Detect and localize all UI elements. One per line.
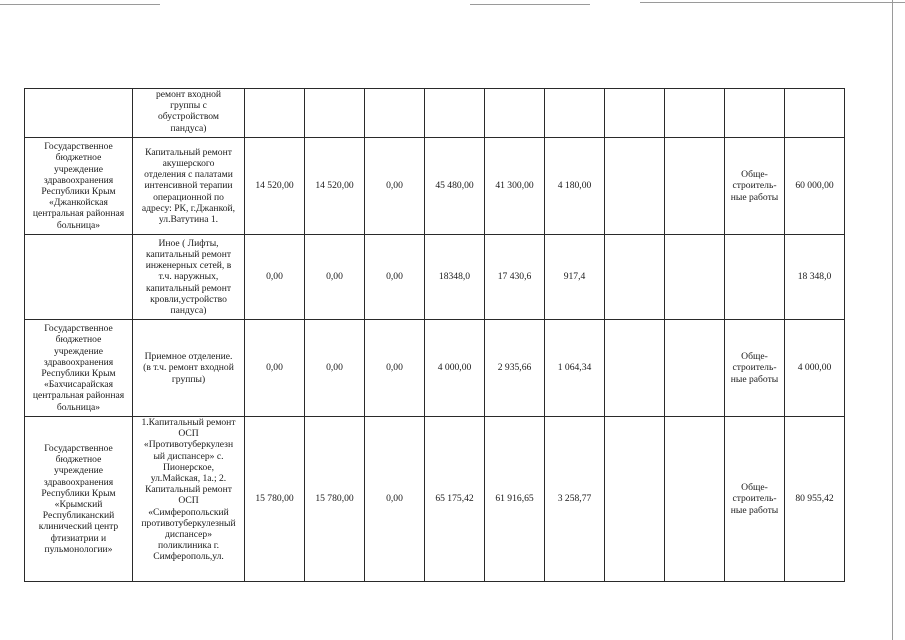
total-cell: 60 000,00 [785, 138, 845, 235]
value-cell [425, 89, 485, 138]
value-cell: 14 520,00 [245, 138, 305, 235]
value-cell: 0,00 [245, 235, 305, 320]
org-cell [25, 235, 133, 320]
value-cell [665, 235, 725, 320]
scan-edge-right [892, 0, 893, 640]
value-cell: 0,00 [305, 320, 365, 417]
value-cell: 15 780,00 [245, 417, 305, 582]
value-cell [545, 89, 605, 138]
scan-edge-top-right [640, 2, 905, 3]
table-row [25, 320, 845, 417]
value-cell [605, 138, 665, 235]
value-cell: 1 064,34 [545, 320, 605, 417]
value-cell [665, 138, 725, 235]
value-cell [305, 89, 365, 138]
work-type-cell [725, 89, 785, 138]
value-cell: 0,00 [245, 320, 305, 417]
total-cell: 18 348,0 [785, 235, 845, 320]
work-description-cell: Иное ( Лифты, капитальный ремонт инженерных сетей, в т.ч. наружных, капитальный ремонт кровли,устройство пандуса) [133, 235, 245, 320]
value-cell [365, 89, 425, 138]
work-description-cell: Капитальный ремонт акушерского отделения с палатами интенсивной терапии операционной по адресу: РК, г.Джанкой, ул.Ватутина 1. [133, 138, 245, 235]
table-row [25, 138, 845, 235]
work-type-cell: Обще- строитель- ные работы [725, 320, 785, 417]
scan-edge-top-mid [470, 4, 590, 5]
table-row [25, 89, 845, 138]
value-cell: 17 430,6 [485, 235, 545, 320]
total-cell: 4 000,00 [785, 320, 845, 417]
org-cell: Государственное бюджетное учреждение здравоохранения Республики Крым «Джанкойская центральная районная больница» [25, 138, 133, 235]
work-type-cell [725, 235, 785, 320]
org-cell: Государственное бюджетное учреждение здравоохранения Республики Крым «Бахчисарайская центральная районная больница» [25, 320, 133, 417]
budget-table [24, 88, 845, 582]
value-cell [665, 89, 725, 138]
total-cell [785, 89, 845, 138]
table-row [25, 417, 845, 582]
value-cell: 41 300,00 [485, 138, 545, 235]
value-cell: 18348,0 [425, 235, 485, 320]
value-cell: 2 935,66 [485, 320, 545, 417]
total-cell: 80 955,42 [785, 417, 845, 582]
org-cell: Государственное бюджетное учреждение здравоохранения Республики Крым «Крымский Республиканский клинический центр фтизиатрии и пульмонологии» [25, 417, 133, 582]
value-cell [665, 320, 725, 417]
value-cell: 61 916,65 [485, 417, 545, 582]
value-cell [605, 235, 665, 320]
org-cell [25, 89, 133, 138]
value-cell: 917,4 [545, 235, 605, 320]
work-description-cell: ремонт входной группы с обустройством пандуса) [133, 89, 245, 138]
value-cell [605, 89, 665, 138]
work-type-cell: Обще- строитель- ные работы [725, 417, 785, 582]
work-description-cell: 1.Капитальный ремонт ОСП «Противотуберкулезн ый диспансер» с. Пионерское, ул.Майская, 1а.; 2. Капитальный ремонт ОСП «Симферопольский противотуберкулезный диспансер» поликлиника г. Симферополь,ул. [133, 417, 245, 582]
value-cell [245, 89, 305, 138]
work-type-cell: Обще- строитель- ные работы [725, 138, 785, 235]
value-cell [605, 320, 665, 417]
scan-edge-top-left [0, 4, 160, 5]
value-cell: 14 520,00 [305, 138, 365, 235]
table-row [25, 235, 845, 320]
value-cell: 65 175,42 [425, 417, 485, 582]
value-cell [485, 89, 545, 138]
value-cell: 0,00 [365, 417, 425, 582]
value-cell: 45 480,00 [425, 138, 485, 235]
value-cell: 4 180,00 [545, 138, 605, 235]
value-cell: 15 780,00 [305, 417, 365, 582]
value-cell: 0,00 [365, 320, 425, 417]
value-cell: 0,00 [305, 235, 365, 320]
work-description-cell: Приемное отделение. (в т.ч. ремонт входной группы) [133, 320, 245, 417]
value-cell: 0,00 [365, 235, 425, 320]
value-cell: 3 258,77 [545, 417, 605, 582]
value-cell: 0,00 [365, 138, 425, 235]
value-cell [605, 417, 665, 582]
value-cell [665, 417, 725, 582]
value-cell: 4 000,00 [425, 320, 485, 417]
